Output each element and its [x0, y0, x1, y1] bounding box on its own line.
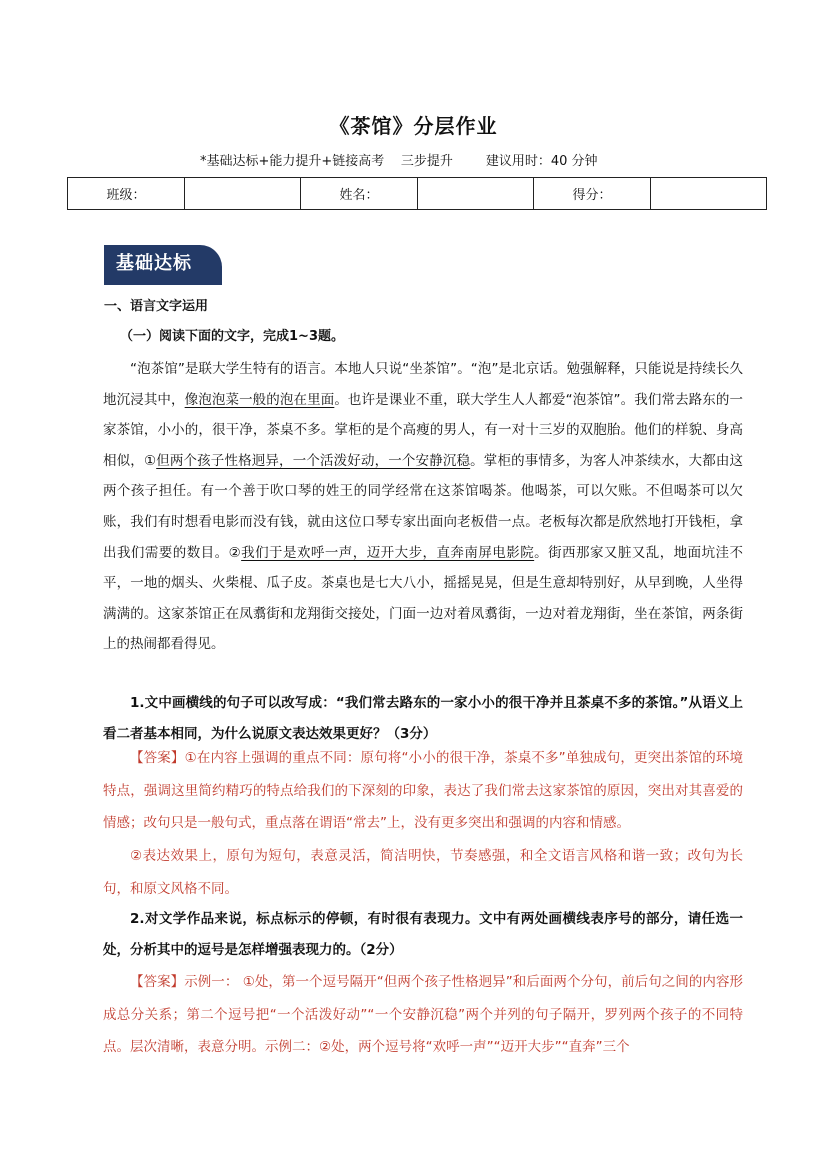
passage-text: 。也许是课业不重，联大学生人人都爱“泡茶馆”。我们常去路东的一家茶馆，小小的，很干净，茶桌不多。掌柜的是个高瘦的男人，有一对十三岁的双胞胎。他们的样貌、身高相似，①: [103, 391, 743, 469]
name-label: 姓名：: [301, 178, 418, 210]
answer-2: [103, 966, 743, 1064]
class-label: 班级：: [68, 178, 185, 210]
answer-text: 示例一： ①处，第一个逗号隔开“但两个孩子性格迥异”和后面两个分句，前后句之间的内容形成总分关系；第二个逗号把“一个活泼好动”“一个安静沉稳”两个并列的句子隔开，罗列两个孩子的不同特点。层次清晰，表意分明。示例二：②处，两个逗号将“欢呼一声”“迈开大步”“直奔”三个: [103, 974, 743, 1055]
reading-passage: [103, 354, 743, 660]
passage-text: 。掌柜的事情多，为客人冲茶续水，大都由这两个孩子担任。有一个善于吹口琴的姓王的同学经常在这茶馆喝茶。他喝茶，可以欠账。不但喝茶可以欠账，我们有时想看电影而没有钱，就由这位口琴专家出面向老板借一点。老板每次都是欣然地打开钱柜，拿出我们需要的数目。②: [103, 452, 744, 561]
passage-text: “泡茶馆”是联大学生特有的语言。本地人只说“坐茶馆”。“泡”是北京话。勉强解释，只能说是持续长久地沉浸其中，: [103, 361, 743, 408]
page-title: 《茶馆》分层作业: [329, 114, 498, 138]
underlined-sentence: 像泡泡菜一般的泡在里面: [184, 391, 335, 408]
info-table: [67, 177, 767, 210]
subtitle: *基础达标+能力提升+链接高考 三步提升 建议用时：40 分钟: [200, 154, 598, 169]
heading-reading-task: （一）阅读下面的文字，完成1~3题。: [120, 329, 344, 344]
question-1: 1.文中画横线的句子可以改写成：“我们常去路东的一家小小的很干净并且茶桌不多的茶馆。”从语义上看二者基本相同，为什么说原文表达效果更好？（3分）: [103, 695, 743, 742]
heading-language-use: 一、语言文字运用: [104, 299, 209, 314]
name-field[interactable]: [418, 178, 534, 210]
section-badge: 基础达标: [104, 245, 222, 283]
underlined-sentence-2: 我们于是欢呼一声，迈开大步，直奔南屏电影院: [241, 544, 535, 561]
underlined-sentence-1: 但两个孩子性格迥异，一个活泼好动，一个安静沉稳: [156, 452, 471, 469]
answer-tag: 【答案】: [130, 974, 185, 990]
class-field[interactable]: [185, 178, 301, 210]
answer-text: ①在内容上强调的重点不同：原句将“小小的很干净，茶桌不多”单独成句，更突出茶馆的环境特点，强调这里简约精巧的特点给我们的下深刻的印象，表达了我们常去这家茶馆的原因，突出对其喜爱的情感；改句只是一般句式，重点落在谓语“常去”上，没有更多突出和强调的内容和情感。: [103, 750, 744, 831]
answer-tag: 【答案】: [130, 750, 185, 766]
answer-1-part2: ②表达效果上，原句为短句，表意灵活，简洁明快，节奏感强，和全文语言风格和谐一致；改句为长句，和原文风格不同。: [103, 848, 743, 897]
answer-1: [103, 742, 743, 840]
badge-underline: [104, 283, 222, 285]
score-label: 得分：: [534, 178, 651, 210]
question-2: 2.对文学作品来说，标点标示的停顿，有时很有表现力。文中有两处画横线表序号的部分，请任选一处，分析其中的逗号是怎样增强表现力的。（2分）: [103, 911, 743, 958]
score-field[interactable]: [651, 178, 767, 210]
passage-text: 。街西那家又脏又乱，地面坑洼不平，一地的烟头、火柴棍、瓜子皮。茶桌也是七大八小，摇摇晃晃，但是生意却特别好，从早到晚，人坐得满满的。这家茶馆正在凤翥街和龙翔街交接处，门面一边对着凤翥街，一边对着龙翔街，坐在茶馆，两条街上的热闹都看得见。: [103, 544, 743, 653]
